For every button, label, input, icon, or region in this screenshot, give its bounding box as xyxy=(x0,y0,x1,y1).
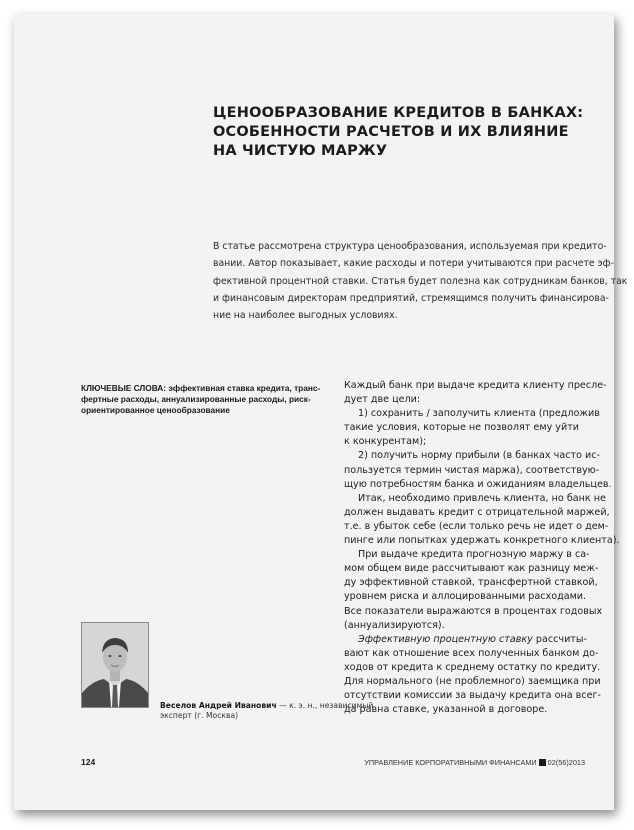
effective-rate-term: Эффективную процентную ставку xyxy=(358,633,533,645)
body-line-effective-rate xyxy=(344,633,602,647)
body-line: 1) сохранить / заполучить клиента (предложив xyxy=(358,408,600,420)
abstract-line: В статье рассмотрена структура ценообразования, используемая при кредито- xyxy=(213,241,607,252)
journal-page xyxy=(14,14,628,810)
article-abstract xyxy=(213,238,628,324)
body-line: ду эффективной ставкой, трансфертной ставкой, xyxy=(344,577,598,589)
author-role: — к. э. н., независимый xyxy=(276,701,374,710)
keywords-line: КЛЮЧЕВЫЕ СЛОВА: эффективная ставка кредита, транс- xyxy=(81,383,321,393)
body-line: пинге или попытках удержать конкретного клиента). xyxy=(344,535,620,547)
body-line: уровнем риска и аллоцированными расходами. xyxy=(344,591,587,603)
body-line: щую потребностям банка и ожиданиям владельцев. xyxy=(344,478,612,490)
keywords-line: ориентированное ценообразование xyxy=(81,405,230,415)
body-line: отсутствии комиссии за выдачу кредита она всег- xyxy=(344,690,601,702)
body-line: 2) получить норму прибыли (в банках часто ис- xyxy=(358,450,600,462)
body-line: должен выдавать кредит с отрицательной маржей, xyxy=(344,506,610,518)
page-number: 124 xyxy=(81,757,96,767)
author-name: Веселов Андрей Иванович xyxy=(160,701,277,710)
body-line: Все показатели выражаются в процентах годовых xyxy=(344,605,603,617)
body-line: Каждый банк при выдаче кредита клиенту пресле- xyxy=(344,380,607,391)
body-line: (аннуализируются). xyxy=(344,619,445,631)
journal-name: УПРАВЛЕНИЕ КОРПОРАТИВНЫМИ ФИНАНСАМИ xyxy=(364,758,537,767)
journal-footer xyxy=(364,758,585,767)
article-body xyxy=(344,379,620,717)
effective-rate-rest: рассчиты- xyxy=(532,633,587,645)
author-line-1 xyxy=(160,701,374,711)
abstract-line: вании. Автор показывает, какие расходы и потери учитываются при расчете эф- xyxy=(213,258,614,270)
body-line: т.е. в убыток себе (если только речь не идет о дем- xyxy=(344,520,609,532)
body-line: мом общем виде рассчитывают как разницу меж- xyxy=(344,563,599,575)
body-line: При выдаче кредита прогнозную маржу в са- xyxy=(358,549,590,561)
keywords-line: фертные расходы, аннуализированные расходы, риск- xyxy=(81,394,311,404)
abstract-line: фективной процентной ставки. Статья будет полезна как сотрудникам банков, так xyxy=(213,275,628,287)
square-separator-icon xyxy=(539,759,546,766)
author-info xyxy=(160,701,374,721)
body-line: такие условия, которые не позволят ему уйти xyxy=(344,422,580,434)
body-line: да равна ставке, указанной в договоре. xyxy=(344,704,548,716)
author-line-2: эксперт (г. Москва) xyxy=(160,711,239,720)
body-line: Для нормального (не проблемного) заемщика при xyxy=(344,675,601,687)
abstract-line: и финансовым директорам предприятий, стремящимся получить финансирова- xyxy=(213,292,609,304)
body-line: к конкурентам); xyxy=(344,436,427,448)
author-portrait-image xyxy=(82,623,148,707)
title-line-2: ОСОБЕННОСТИ РАСЧЕТОВ И ИХ ВЛИЯНИЕ xyxy=(213,124,569,140)
body-line: вают как отношение всех полученных банком до- xyxy=(344,647,599,659)
body-line: дует две цели: xyxy=(344,394,421,406)
author-photo xyxy=(81,622,149,708)
journal-issue: 02(56)2013 xyxy=(547,758,585,767)
title-line-1: ЦЕНООБРАЗОВАНИЕ КРЕДИТОВ В БАНКАХ: xyxy=(213,105,584,121)
article-title xyxy=(213,104,593,161)
title-line-3: НА ЧИСТУЮ МАРЖУ xyxy=(213,143,388,159)
body-line: Итак, необходимо привлечь клиента, но банк не xyxy=(358,492,606,504)
body-line: ходов от кредита к среднему остатку по кредиту. xyxy=(344,661,601,673)
abstract-line: ние на наиболее выгодных условиях. xyxy=(213,310,398,322)
keywords-block xyxy=(81,383,321,416)
body-line: пользуется термин чистая маржа), соответствую- xyxy=(344,464,600,476)
